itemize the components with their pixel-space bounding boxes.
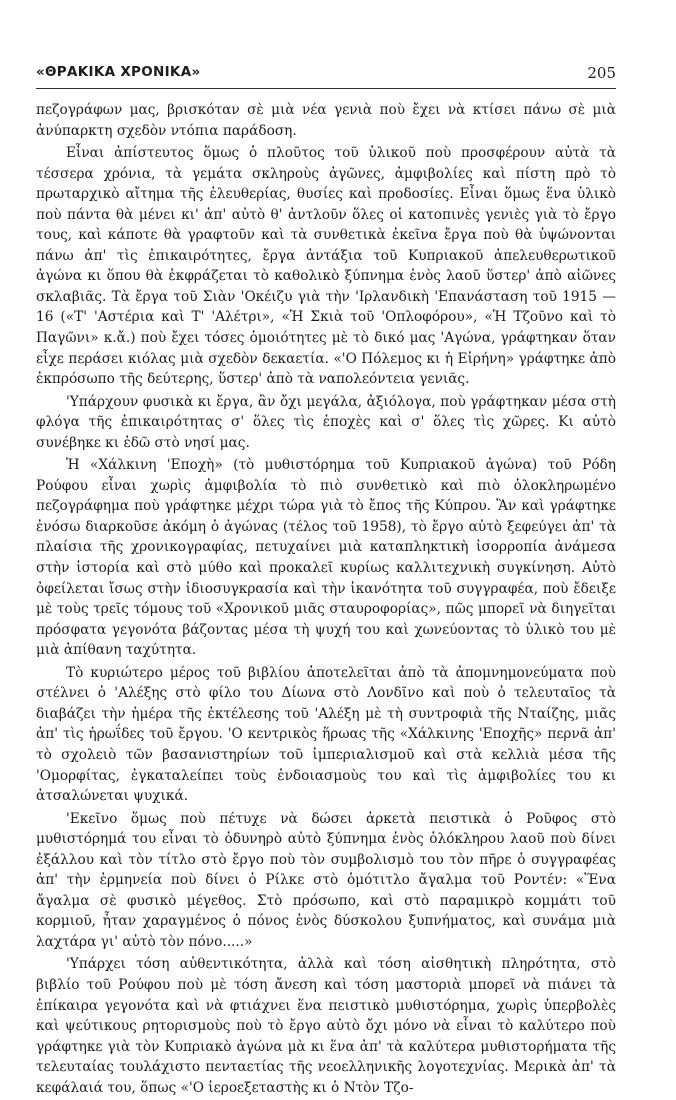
running-header bbox=[36, 64, 616, 84]
paragraph: 'Εκεῖνο ὅμως ποὺ πέτυχε νὰ δώσει ἀρκετὰ πειστικὰ ὁ Ροῦφος στὸ μυθιστόρημά του εἶναι τὸ ὀδυνηρὸ αὐτὸ ξύπνημα ἑνὸς ὁλόκληρου λαοῦ ποὺ δίνει ἐξάλλου καὶ τὸν τίτλο στὸ ἔργο ποὺ τὸν συμβολισμὸ του τὸν πῆρε ὁ συγγραφέας ἀπ' τὴν ἑρμηνεία ποὺ δίνει ὁ Ρίλκε στὸ ὁμότιτλο ἄγαλμα τοῦ Ροντέν: «Ἕνα ἄγαλμα σὲ φυσικὸ μέγεθος. Στὸ πρόσωπο, καὶ στὸ παραμικρὸ κομμάτι τοῦ κορμιοῦ, ἦταν χαραγμένος ὁ πόνος ἑνὸς δύσκολου ξυπνήματος, καὶ συνάμα μιὰ λαχτάρα γι' αὐτὸ τὸν πόνο.....» bbox=[36, 810, 616, 950]
header-divider bbox=[36, 88, 616, 89]
paragraph: 'Υπάρχει τόση αὐθεντικότητα, ἀλλὰ καὶ τόση αἰσθητικὴ πληρότητα, στὸ βιβλίο τοῦ Ρούφου ποὺ μὲ τόση ἄνεση καὶ τόση μαστοριὰ μπορεῖ νὰ πιάνει τὰ ἐπίκαιρα γεγονότα καὶ νὰ φτιάχνει ἕνα πειστικὸ μυθιστόρημα, χωρὶς ὑπερβολὲς καὶ ψεύτικους ρητορισμοὺς ποὺ τὸ ἔργο αὐτὸ ὄχι μόνο νὰ εἶναι τὸ καλύτερο ποὺ γράφτηκε γιὰ τὸν Κυπριακὸ ἀγώνα μὰ κι ἕνα ἀπ' τὰ καλύτερα μυθιστορήματα τῆς τελευταίας τουλάχιστο πενταετίας τῆς νεοελληνικῆς λογοτεχνίας. Μερικὰ ἀπ' τὰ κεφάλαιά του, ὅπως «'Ο ἱεροεξεταστὴς κι ὁ Ντὸν Τζο- bbox=[36, 956, 616, 1096]
paragraph: Τὸ κυριώτερο μέρος τοῦ βιβλίου ἀποτελεῖται ἀπὸ τὰ ἀπομνημονεύματα ποὺ στέλνει ὁ 'Αλέξης στὸ φίλο του Δίωνα στὸ Λονδῖνο καὶ ποὺ ὁ τελευταῖος τὰ διαβάζει τὴν ἡμέρα τῆς ἐκτέλεσης τοῦ 'Αλέξη μὲ τὴ συντροφιὰ τῆς Νταίζης, μιᾶς ἀπ' τὶς ἡρωΐδες τοῦ ἔργου. 'Ο κεντρικὸς ἥρωας τῆς «Χάλκινης 'Εποχῆς» περνᾶ ἀπ' τὸ σχολειὸ τῶν βασανιστηρίων τοῦ ἰμπεριαλισμοῦ καὶ στὰ κελλιὰ μέσα τῆς 'Ομορφίτας, ἐγκαταλείπει τοὺς ἐνδοιασμοὺς του καὶ τὶς ἀμφιβολίες του κι ἀτσαλώνεται ψυχικά. bbox=[36, 664, 616, 805]
paragraph: Εἶναι ἀπίστευτος ὅμως ὁ πλοῦτος τοῦ ὑλικοῦ ποὺ προσφέρουν αὐτὰ τὰ τέσσερα χρόνια, τὰ γεμάτα σκληροὺς ἀγῶνες, ἀμφιβολίες καὶ πίστη πρὸ τὸ πρωταρχικὸ αἴτημα τῆς ἐλευθερίας, θυσίες καὶ προδοσίες. Εἶναι ὅμως ἕνα ὑλικὸ ποὺ πάντα θὰ μένει κι' ἀπ' αὐτὸ θ' ἀντλοῦν ὅλες οἱ κατοπινὲς γενιὲς γιὰ τὸ ἔργο τους, καὶ κάποτε θὰ γραφτοῦν καὶ τὰ συνθετικὰ ἐκεῖνα ἔργα ποὺ θὰ ὑψώνονται πάνω ἀπ' τὶς ἐπικαιρότητες, ἔργα ἀντάξια τοῦ Κυπριακοῦ ἀπελευθερωτικοῦ ἀγώνα κι ὅπου θὰ ἐκφράζεται τὸ καθολικὸ ξύπνημα ἑνὸς λαοῦ ὕστερ' ἀπὸ αἰῶνες σκλαβιᾶς. Τὰ ἔργα τοῦ Σιὰν 'Οκέιζυ γιὰ τὴν 'Ιρλανδικὴ 'Επανάσταση τοῦ 1915 — 16 («Τ' 'Αστέρια καὶ Τ' 'Αλέτρι», «Ἡ Σκιὰ τοῦ 'Οπλοφόρου», «Ἡ Τζοῦνο καὶ τὸ Παγῶνι» κ.ἄ.) ποὺ ἔχει τόσες ὁμοιότητες μὲ τὸ δικό μας 'Αγώνα, γράφτηκαν ὅταν εἶχε περάσει κιόλας μιὰ σχεδὸν δεκαετία. «'Ο Πόλεμος κι ἡ Εἰρήνη» γράφτηκε ἀπὸ ἐκπρόσωπο τῆς δεύτερης, ὕστερ' ἀπὸ τὰ ναπολεόντεια γενιᾶς. bbox=[36, 145, 616, 388]
journal-title: «ΘΡΑΚΙΚΑ ΧΡΟΝΙΚΑ» bbox=[36, 64, 201, 80]
page-number: 205 bbox=[587, 64, 616, 82]
paragraph: πεζογράφων μας, βρισκόταν σὲ μιὰ νέα γενιὰ ποὺ ἔχει νὰ κτίσει πάνω σὲ μιὰ ἀνύπαρκτη σχεδὸν ντόπια παράδοση. bbox=[36, 102, 616, 139]
paragraph: 'Υπάρχουν φυσικὰ κι ἔργα, ἂν ὄχι μεγάλα, ἀξιόλογα, ποὺ γράφτηκαν μέσα στὴ φλόγα τῆς ἐπικαιρότητας σ' ὅλες τὶς ἐποχὲς καὶ σ' ὅλες τὶς χῶρες. Κι αὐτὸ συνέβηκε κι ἐδῶ στὸ νησί μας. bbox=[36, 393, 616, 451]
article-body bbox=[36, 100, 616, 1100]
paragraph: Ἡ «Χάλκινη 'Εποχὴ» (τὸ μυθιστόρημα τοῦ Κυπριακοῦ ἀγώνα) τοῦ Ρόδη Ρούφου εἶναι χωρὶς ἀμφιβολία τὸ πιὸ συνθετικὸ καὶ πιὸ ὁλοκληρωμένο πεζογράφημα ποὺ γράφτηκε μέχρι τώρα γιὰ τὸ ἔπος τῆς Κύπρου. Ἂν καὶ γράφτηκε ἐνόσω διαρκοῦσε ἀκόμη ὁ ἀγώνας (τέλος τοῦ 1958), τὸ ἔργο αὐτὸ ξεφεύγει ἀπ' τὰ πλαίσια τῆς χρονικογραφίας, πετυχαίνει μιὰ καταπληκτικὴ ἰσορροπία ἀνάμεσα στὴν ἱστορία καὶ στὸ μύθο καὶ προκαλεῖ κυρίως καλλιτεχνικὴ συγκίνηση. Αὐτὸ ὀφείλεται ἴσως στὴν ἰδιοσυγκρασία καὶ τὴν ἱκανότητα τοῦ συγγραφέα, ποὺ ἔδειξε μὲ τοὺς τρεῖς τόμους τοῦ «Χρονικοῦ μιᾶς σταυροφορίας», πῶς μπορεῖ νὰ διηγεῖται πρόσφατα γεγονότα βάζοντας μέσα τὴ ψυχή του καὶ χωνεύοντας τὸ ὑλικὸ του μὲ μιὰ ἀπίθανη ταχύτητα. bbox=[36, 457, 616, 659]
